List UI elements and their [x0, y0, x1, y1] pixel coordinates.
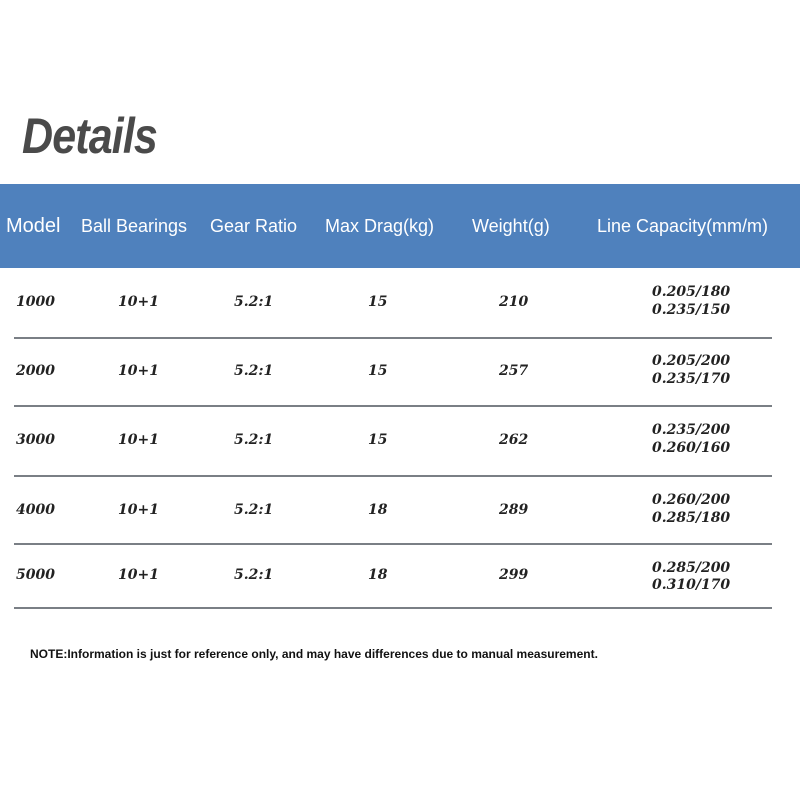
cell-weight: 289 — [499, 502, 529, 518]
header-model: Model — [6, 214, 61, 237]
cell-max-drag: 15 — [368, 294, 388, 310]
header-ball-bearings: Ball Bearings — [81, 215, 188, 236]
cell-max-drag: 18 — [368, 567, 388, 583]
cell-ball-bearings: 10+1 — [118, 567, 159, 583]
cell-weight: 210 — [499, 294, 529, 310]
row-divider — [14, 475, 772, 477]
page-title: Details — [22, 108, 157, 164]
cell-gear-ratio: 5.2:1 — [234, 567, 274, 583]
cell-capacity-line-2: 0.235/170 — [652, 371, 731, 387]
cell-gear-ratio: 5.2:1 — [234, 502, 274, 518]
cell-model: 4000 — [16, 502, 55, 518]
row-divider — [14, 405, 772, 407]
cell-model: 3000 — [16, 432, 55, 448]
cell-capacity-line-1: 0.205/180 — [652, 284, 731, 300]
cell-capacity-line-2: 0.285/180 — [652, 510, 731, 526]
cell-gear-ratio: 5.2:1 — [234, 294, 274, 310]
row-divider — [14, 607, 772, 609]
cell-ball-bearings: 10+1 — [118, 363, 159, 379]
cell-weight: 262 — [499, 432, 529, 448]
cell-ball-bearings: 10+1 — [118, 432, 159, 448]
header-weight: Weight(g) — [472, 215, 550, 236]
cell-model: 5000 — [16, 567, 55, 583]
cell-capacity-line-1: 0.285/200 — [652, 560, 731, 576]
cell-max-drag: 15 — [368, 432, 388, 448]
cell-ball-bearings: 10+1 — [118, 294, 159, 310]
cell-model: 2000 — [16, 363, 55, 379]
cell-weight: 299 — [499, 567, 529, 583]
cell-gear-ratio: 5.2:1 — [234, 363, 274, 379]
cell-capacity-line-1: 0.260/200 — [652, 492, 731, 508]
cell-gear-ratio: 5.2:1 — [234, 432, 274, 448]
header-gear-ratio: Gear Ratio — [210, 215, 298, 236]
header-max-drag: Max Drag(kg) — [325, 215, 435, 236]
cell-ball-bearings: 10+1 — [118, 502, 159, 518]
cell-model: 1000 — [16, 294, 55, 310]
cell-max-drag: 18 — [368, 502, 388, 518]
row-divider — [14, 543, 772, 545]
cell-capacity-line-2: 0.235/150 — [652, 302, 731, 318]
cell-capacity-line-1: 0.235/200 — [652, 422, 731, 438]
table-header — [0, 184, 800, 268]
cell-max-drag: 15 — [368, 363, 388, 379]
row-divider — [14, 337, 772, 339]
cell-capacity-line-1: 0.205/200 — [652, 353, 731, 369]
cell-capacity-line-2: 0.310/170 — [652, 577, 731, 593]
cell-capacity-line-2: 0.260/160 — [652, 440, 731, 456]
note-text: NOTE:Information is just for reference only, and may have differences due to manual measurement. — [30, 647, 598, 661]
header-line-capacity: Line Capacity(mm/m) — [597, 215, 769, 236]
cell-weight: 257 — [499, 363, 529, 379]
